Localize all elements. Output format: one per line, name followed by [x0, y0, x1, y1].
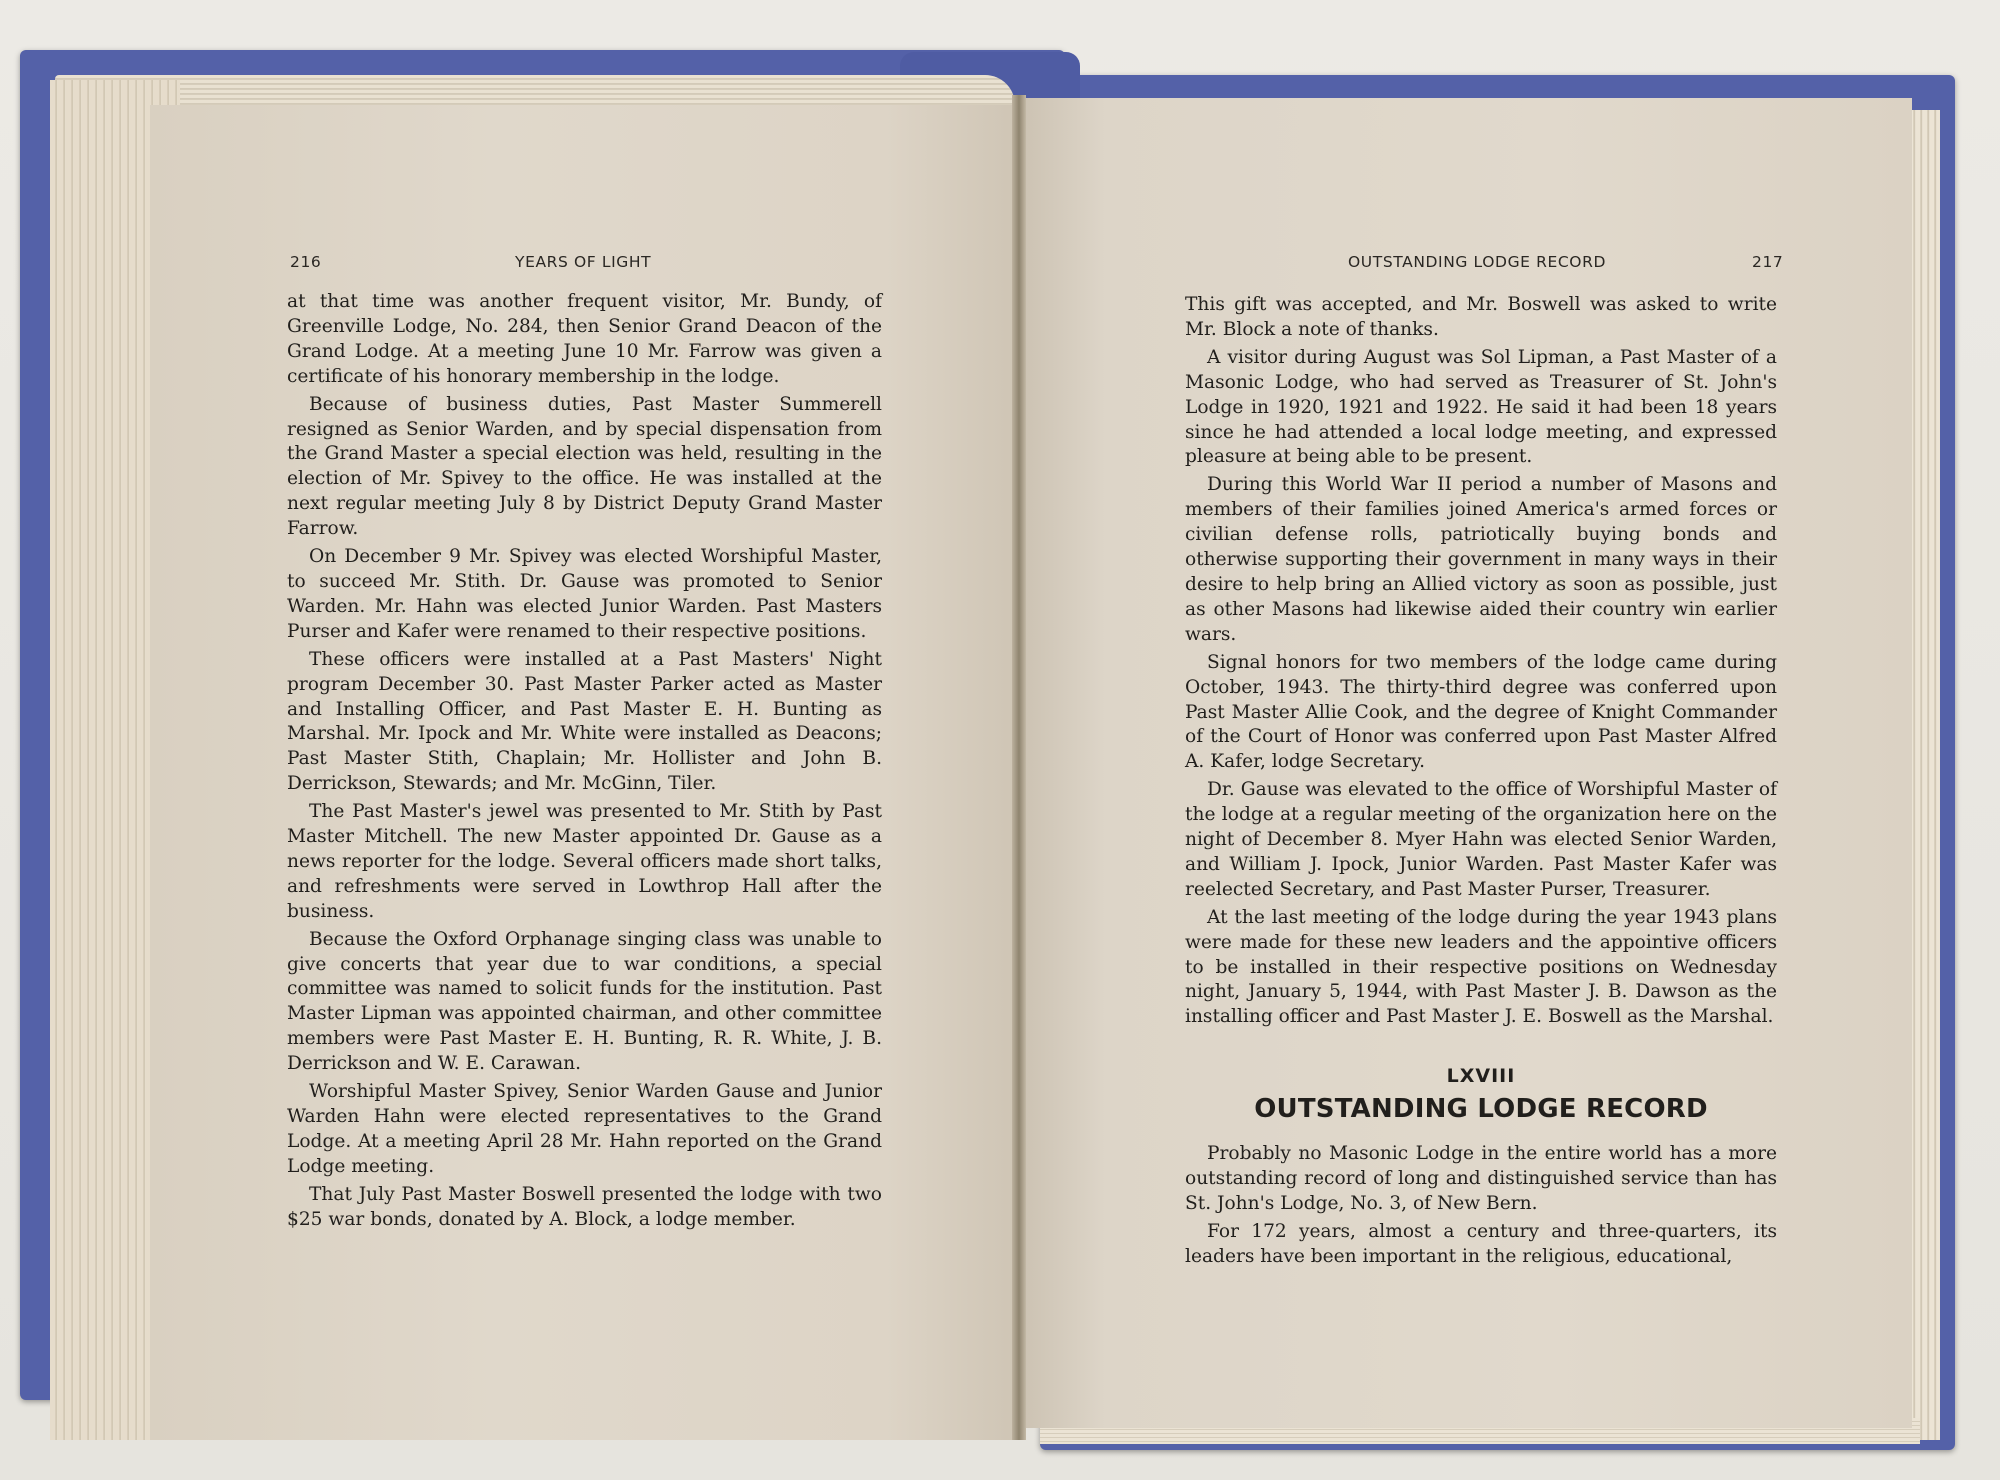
paragraph: Signal honors for two members of the lodge came during October, 1943. The thirty-third degree was conferred upon Past Master Allie Cook, and the degree of Knight Commander of the Court of Honor was conferred upon Past Master Alfred A. Kafer, lodge Secretary.: [1185, 651, 1777, 773]
right-running-head: OUTSTANDING LODGE RECORD: [1348, 253, 1606, 271]
paragraph: The Past Master's jewel was presented to Mr. Stith by Past Master Mitchell. The new Master appointed Dr. Gause as a news reporter for the lodge. Several officers made short talks, and refreshments were served in Lowthrop Hall after the business.: [287, 801, 882, 922]
paragraph: A visitor during August was Sol Lipman, a Past Master of a Masonic Lodge, who had served as Treasurer of St. John's Lodge in 1920, 1921 and 1922. He said it had been 18 years since he had attended a local lodge meeting, and expressed pleasure at being able to be present.: [1185, 346, 1777, 468]
left-page-number: 216: [290, 253, 322, 271]
chapter-title: OUTSTANDING LODGE RECORD: [1254, 1094, 1708, 1125]
paragraph: at that time was another frequent visitor, Mr. Bundy, of Greenville Lodge, No. 284, then Senior Grand Deacon of the Grand Lodge. At a meeting June 10 Mr. Farrow was given a certificate of his honorary membership in the lodge.: [287, 291, 882, 387]
paragraph: At the last meeting of the lodge during the year 1943 plans were made for these new leaders and the appointive officers to be installed in their respective positions on Wednesday night, January 5, 1944, with Past Master J. B. Dawson as the installing officer and Past Master J. E. Boswell as the Marshal.: [1185, 906, 1777, 1028]
paragraph: Worshipful Master Spivey, Senior Warden Gause and Junior Warden Hahn were elected representatives to the Grand Lodge. At a meeting April 28 Mr. Hahn reported on the Grand Lodge meeting.: [287, 1081, 882, 1177]
paragraph: Because the Oxford Orphanage singing class was unable to give concerts that year due to war conditions, a special committee was named to solicit funds for the institution. Past Master Lipman was appointed chairman, and other committee members were Past Master E. H. Bunting, R. R. White, J. B. Derrickson and W. E. Carawan.: [287, 928, 882, 1075]
paragraph: These officers were installed at a Past Masters' Night program December 30. Past Master Parker acted as Master and Installing Officer, and Past Master E. H. Bunting as Marshal. Mr. Ipock and Mr. White were installed as Deacons; Past Master Stith, Chaplain; Mr. Hollister and John B. Derrickson, Stewards; and Mr. McGinn, Tiler.: [287, 648, 882, 795]
left-running-head: YEARS OF LIGHT: [515, 253, 652, 271]
right-page-text: [1185, 293, 1777, 1273]
book-gutter: [1012, 95, 1026, 1440]
paragraph: On December 9 Mr. Spivey was elected Worshipful Master, to succeed Mr. Stith. Dr. Gause was promoted to Senior Warden. Mr. Hahn was elected Junior Warden. Past Masters Purser and Kafer were renamed to their respective positions.: [287, 546, 882, 642]
paragraph: Because of business duties, Past Master Summerell resigned as Senior Warden, and by special dispensation from the Grand Master a special election was held, resulting in the election of Mr. Spivey to the office. He was installed at the next regular meeting July 8 by District Deputy Grand Master Farrow.: [287, 393, 882, 540]
paragraph: Dr. Gause was elevated to the office of Worshipful Master of the lodge at a regular meeting of the organization here on the night of December 8. Myer Hahn was elected Senior Warden, and William J. Ipock, Junior Warden. Past Master Kafer was reelected Secretary, and Past Master Purser, Treasurer.: [1185, 779, 1777, 900]
chapter-number: LXVIII: [1446, 1065, 1516, 1088]
paragraph: Probably no Masonic Lodge in the entire world has a more outstanding record of long and distinguished service than has St. John's Lodge, No. 3, of New Bern.: [1185, 1143, 1777, 1214]
page-stack-top: [55, 75, 1015, 107]
left-page-text: [287, 290, 882, 1236]
paragraph: For 172 years, almost a century and three-quarters, its leaders have been important in the religious, educational,: [1185, 1220, 1777, 1267]
right-page-number: 217: [1752, 253, 1784, 271]
paragraph: During this World War II period a number of Masons and members of their families joined America's armed forces or civilian defense rolls, patriotically buying bonds and otherwise supporting their government in many ways in their desire to help bring an Allied victory as soon as possible, just as other Masons had likewise aided their country win earlier wars.: [1185, 474, 1777, 645]
paragraph: This gift was accepted, and Mr. Boswell was asked to write Mr. Block a note of thanks.: [1185, 294, 1777, 340]
paragraph: That July Past Master Boswell presented the lodge with two $25 war bonds, donated by A. Block, a lodge member.: [287, 1183, 882, 1230]
